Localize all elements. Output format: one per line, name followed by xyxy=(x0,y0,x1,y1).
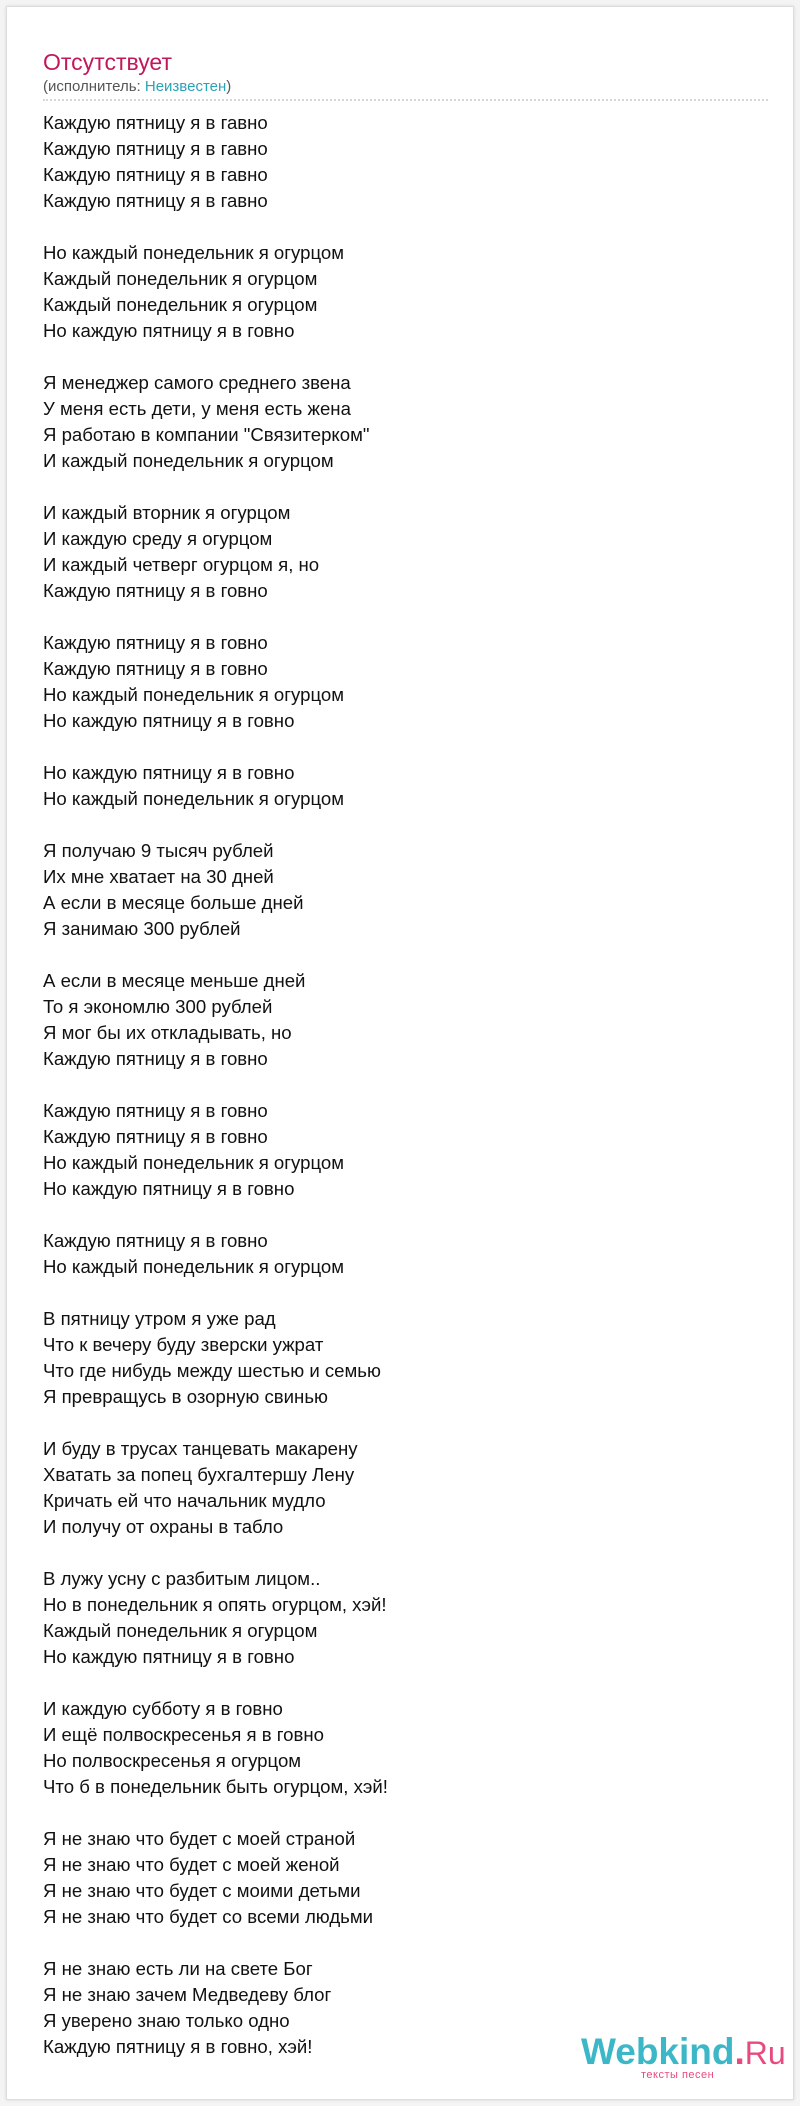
lyric-line: Каждую пятницу я в говно xyxy=(43,1230,268,1251)
lyric-line: И каждую субботу я в говно xyxy=(43,1698,283,1719)
logo-brand: Webkind xyxy=(581,2031,735,2072)
lyric-line: В пятницу утром я уже рад xyxy=(43,1308,276,1329)
lyric-line: Каждую пятницу я в гавно xyxy=(43,164,268,185)
lyrics-stanza xyxy=(43,760,763,812)
lyrics-stanza xyxy=(43,1436,763,1540)
lyric-line: И буду в трусах танцевать макарену xyxy=(43,1438,358,1459)
lyric-line: Но в понедельник я опять огурцом, хэй! xyxy=(43,1594,387,1615)
lyric-line: Но каждую пятницу я в говно xyxy=(43,762,295,783)
logo-tagline: тексты песен xyxy=(641,2069,715,2081)
lyric-line: Я не знаю что будет с моей женой xyxy=(43,1854,340,1875)
lyric-line: Каждую пятницу я в говно xyxy=(43,1048,268,1069)
page-sheet xyxy=(6,6,794,2100)
lyrics-stanza xyxy=(43,1566,763,1670)
lyric-line: А если в месяце больше дней xyxy=(43,892,304,913)
lyric-line: Я работаю в компании "Связитерком" xyxy=(43,424,370,445)
lyric-line: Я превращусь в озорную свинью xyxy=(43,1386,328,1407)
lyric-line: Я не знаю есть ли на свете Бог xyxy=(43,1958,313,1979)
lyric-line: В лужу усну с разбитым лицом.. xyxy=(43,1568,321,1589)
lyric-line: Каждый понедельник я огурцом xyxy=(43,268,318,289)
lyric-line: Но каждый понедельник я огурцом xyxy=(43,684,345,705)
lyric-line: Я не знаю что будет с моей страной xyxy=(43,1828,356,1849)
song-title: Отсутствует xyxy=(43,49,172,75)
lyrics-stanza xyxy=(43,630,763,734)
lyrics-stanza xyxy=(43,1696,763,1800)
artist-byline xyxy=(43,77,231,97)
logo-tld: Ru xyxy=(744,2035,786,2071)
artist-link[interactable]: Неизвестен xyxy=(144,78,227,95)
lyrics-stanza xyxy=(43,1228,763,1280)
lyric-line: Каждую пятницу я в говно, хэй! xyxy=(43,2036,313,2057)
lyric-line: Но каждую пятницу я в говно xyxy=(43,710,295,731)
lyric-line: Каждую пятницу я в говно xyxy=(43,632,268,653)
lyric-line: Каждую пятницу я в говно xyxy=(43,1100,268,1121)
lyrics-stanza xyxy=(43,1826,763,1930)
lyrics-stanza xyxy=(43,240,763,344)
lyrics-stanza xyxy=(43,1098,763,1202)
lyric-line: То я экономлю 300 рублей xyxy=(43,996,273,1017)
lyric-line: Я не знаю зачем Медведеву блог xyxy=(43,1984,332,2005)
lyric-line: Я не знаю что будет со всеми людьми xyxy=(43,1906,374,1927)
lyric-line: Каждую пятницу я в говно xyxy=(43,580,268,601)
lyric-line: Что к вечеру буду зверски ужрат xyxy=(43,1334,324,1355)
lyrics-stanza xyxy=(43,838,763,942)
lyric-line: Но каждый понедельник я огурцом xyxy=(43,242,345,263)
lyric-line: Что где нибудь между шестью и семью xyxy=(43,1360,381,1381)
lyrics-stanza xyxy=(43,500,763,604)
title-divider xyxy=(43,99,768,101)
lyrics-stanza xyxy=(43,110,763,214)
lyric-line: Каждый понедельник я огурцом xyxy=(43,1620,318,1641)
lyric-line: Я мог бы их откладывать, но xyxy=(43,1022,292,1043)
lyric-line: Каждую пятницу я в гавно xyxy=(43,190,268,211)
lyric-line: И каждый вторник я огурцом xyxy=(43,502,291,523)
lyrics-stanza xyxy=(43,968,763,1072)
lyric-line: Но каждую пятницу я в говно xyxy=(43,1178,295,1199)
lyric-line: И получу от охраны в табло xyxy=(43,1516,284,1537)
lyric-line: Что б в понедельник быть огурцом, хэй! xyxy=(43,1776,388,1797)
lyric-line: Но каждый понедельник я огурцом xyxy=(43,1256,345,1277)
lyric-line: И каждый четверг огурцом я, но xyxy=(43,554,320,575)
lyric-line: У меня есть дети, у меня есть жена xyxy=(43,398,351,419)
lyric-line: Я получаю 9 тысяч рублей xyxy=(43,840,274,861)
lyric-line: Каждую пятницу я в гавно xyxy=(43,138,268,159)
lyric-line: Каждую пятницу я в говно xyxy=(43,658,268,679)
lyric-line: Их мне хватает на 30 дней xyxy=(43,866,274,887)
lyric-line: И ещё полвоскресенья я в говно xyxy=(43,1724,324,1745)
lyric-line: Я уверено знаю только одно xyxy=(43,2010,290,2031)
byline-prefix: (исполнитель: xyxy=(43,78,145,95)
byline-suffix: ) xyxy=(226,78,232,95)
lyric-line: А если в месяце меньше дней xyxy=(43,970,306,991)
lyric-line: Я менеджер самого среднего звена xyxy=(43,372,351,393)
lyric-line: Но каждую пятницу я в говно xyxy=(43,1646,295,1667)
logo-dot: . xyxy=(734,2031,745,2072)
lyric-line: Каждую пятницу я в гавно xyxy=(43,112,268,133)
lyrics-stanza xyxy=(43,370,763,474)
lyric-line: Но полвоскресенья я огурцом xyxy=(43,1750,302,1771)
lyric-line: Хватать за попец бухгалтершу Лену xyxy=(43,1464,355,1485)
lyric-line: Но каждый понедельник я огурцом xyxy=(43,1152,345,1173)
lyric-line: Но каждую пятницу я в говно xyxy=(43,320,295,341)
lyric-line: И каждый понедельник я огурцом xyxy=(43,450,334,471)
site-logo[interactable] xyxy=(581,2031,786,2092)
lyric-line: И каждую среду я огурцом xyxy=(43,528,273,549)
lyrics-stanza xyxy=(43,1306,763,1410)
lyric-line: Каждый понедельник я огурцом xyxy=(43,294,318,315)
lyric-line: Каждую пятницу я в говно xyxy=(43,1126,268,1147)
lyric-line: Кричать ей что начальник мудло xyxy=(43,1490,326,1511)
lyric-line: Я не знаю что будет с моими детьми xyxy=(43,1880,361,1901)
lyrics-body xyxy=(43,110,763,2086)
logo-wordmark xyxy=(581,2031,786,2073)
lyric-line: Я занимаю 300 рублей xyxy=(43,918,241,939)
lyric-line: Но каждый понедельник я огурцом xyxy=(43,788,345,809)
